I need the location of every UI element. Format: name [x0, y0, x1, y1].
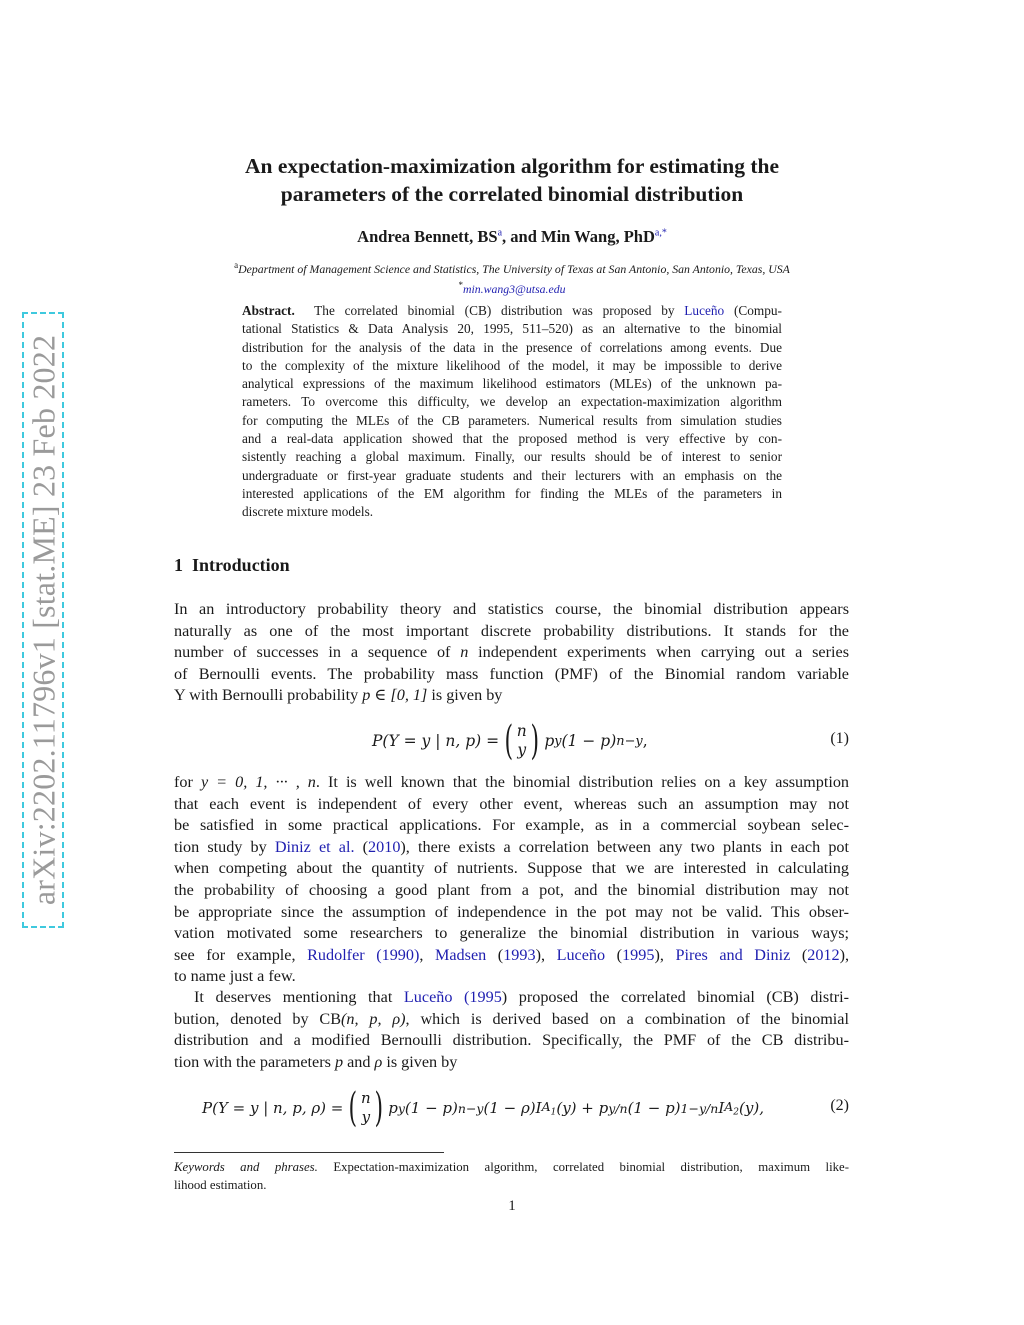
citation-pires-diniz-link[interactable]: Pires and Diniz: [675, 945, 791, 964]
equation-2: [174, 1083, 849, 1133]
author-2-affiliation-link[interactable]: a,*: [654, 227, 667, 239]
equation-1-number: (1): [830, 730, 849, 747]
text-span: see for example,: [174, 945, 308, 964]
eq2-term: (1 − ρ)I: [483, 1099, 542, 1117]
eq1-term: p: [544, 732, 555, 750]
text-line: In an introductory probability theory and statistics course, the binomial distribution appears: [174, 600, 849, 618]
eq1-term: (1 − p): [561, 732, 617, 750]
citation-year: 1995: [469, 988, 502, 1006]
author-1: Andrea Bennett, BS: [357, 227, 498, 246]
eq2-subsub: 2: [733, 1107, 740, 1118]
eq2-sub-letter: A: [724, 1098, 734, 1114]
title-line-1: An expectation-maximization algorithm for estimating the: [244, 154, 780, 178]
affiliation-text: Department of Management Science and Statistics, The University of Texas at San Antonio, San Antonio, Texas, USA: [238, 261, 790, 276]
text-span: , which is derived based on a combination of the binomial: [405, 1009, 849, 1028]
equation-1: [174, 716, 849, 766]
math-var: p: [334, 1052, 344, 1071]
eq2-term: (1 − p): [627, 1099, 681, 1117]
eq2-sup: 1−y/n: [680, 1100, 719, 1116]
citation-diniz-year-link[interactable]: 2010: [368, 837, 401, 856]
paragraph-3: [174, 987, 849, 1073]
binom-bottom: y: [517, 741, 527, 759]
text-line: [174, 1052, 849, 1074]
text-line: naturally as one of the most important discrete probability distributions. It stands for the: [174, 621, 849, 640]
math-inline: y = 0, 1, ··· , n: [200, 773, 316, 791]
citation-diniz-link[interactable]: Diniz et al.: [274, 837, 355, 856]
text-span: for: [174, 773, 201, 791]
text-line: [174, 772, 849, 794]
citation-madsen-year-link[interactable]: 1993: [503, 945, 536, 964]
citation-luceno-year-link[interactable]: 1995: [622, 945, 655, 964]
abstract-line: for computing the MLEs of the CB parameters. Numerical results from simulation studies: [242, 412, 782, 428]
math-var: ρ: [374, 1052, 383, 1071]
eq2-sub: [542, 1099, 557, 1118]
abstract-line: rameters. To overcome this difficulty, we develop an expectation-maximization algorithm: [242, 394, 782, 410]
eq2-sup: y: [397, 1100, 405, 1116]
text-span: ) proposed the correlated binomial (CB) distri-: [501, 988, 850, 1006]
section-heading-introduction: [174, 555, 290, 576]
page-number: 1: [508, 1198, 516, 1214]
affiliation-mark: a: [234, 260, 239, 270]
abstract-line: tational Statistics & Data Analysis 20, 1995, 511–520) as an alternative to the binomial: [242, 321, 782, 337]
eq2-term: I: [718, 1099, 725, 1117]
citation-luceno-link[interactable]: Luceño: [684, 303, 725, 318]
text-line: [174, 837, 849, 859]
text-span: tion study by: [174, 837, 275, 856]
section-number: 1: [174, 555, 183, 575]
eq1-end: ,: [642, 732, 648, 750]
text-span: number of successes in a sequence of: [174, 643, 461, 662]
author-1-affiliation-link[interactable]: a: [497, 227, 503, 239]
footnote-label: Keywords and phrases.: [174, 1160, 318, 1174]
paper-title: [0, 152, 1024, 208]
eq2-sub: [724, 1099, 739, 1118]
author-2: , and Min Wang, PhD: [502, 227, 655, 246]
binom-bottom: y: [361, 1108, 371, 1126]
text-line: [174, 685, 849, 707]
abstract-line: sistently reaching a global maximum. Finally, our results should be of interest to senior: [242, 449, 782, 465]
section-title: Introduction: [192, 555, 290, 575]
text-span: . It is well known that the binomial distribution relies on a key assumption: [315, 773, 850, 791]
eq2-sup: y/n: [608, 1100, 628, 1116]
footnote-line: lihood estimation.: [174, 1178, 267, 1192]
citation-year: 1990: [381, 945, 414, 964]
text-line: [174, 642, 849, 664]
text-line: see for example, Rudolfer (1990), Madsen (1993), Luceño (1995), Pires and Diniz (2012),: [174, 945, 850, 964]
citation-pires-diniz-year-link[interactable]: 2012: [807, 945, 840, 964]
text-span: Y with Bernoulli probability: [174, 686, 363, 705]
text-span: is given by: [427, 686, 503, 705]
text-span: ), there exists a correlation between any two plants in each pot: [400, 837, 850, 856]
text-line: that each event is independent of every other event, whereas such an assumption may not: [174, 794, 849, 813]
text-span: bution, denoted by CB: [174, 1009, 341, 1028]
text-span: independent experiments when carrying out a series: [468, 643, 849, 662]
abstract: [242, 302, 782, 522]
citation-rudolfer-link[interactable]: Rudolfer: [307, 945, 365, 964]
math-var: n: [460, 643, 469, 662]
eq2-sub-letter: A: [541, 1098, 551, 1114]
author-list: [0, 227, 1024, 247]
affiliation-block: [0, 257, 1024, 297]
citation-madsen-link[interactable]: Madsen: [434, 945, 487, 964]
footnote-text: Expectation-maximization algorithm, correlated binomial distribution, maximum like-: [317, 1160, 849, 1174]
eq1-sup: n−y: [616, 733, 643, 749]
text-span: (: [354, 837, 369, 856]
footnote-keywords: [174, 1158, 849, 1194]
abstract-line: undergraduate or first-year graduate students and their lecturers with an emphasis on the: [242, 467, 782, 483]
binomial-coefficient: ( n y ): [348, 1085, 383, 1131]
paragraph-2: [174, 772, 849, 988]
citation-luceno-year-link[interactable]: (1995: [464, 988, 502, 1006]
text-span: and: [343, 1052, 375, 1071]
equation-2-number: (2): [830, 1097, 849, 1114]
text-line: [174, 1009, 849, 1031]
email-link[interactable]: min.wang3@utsa.edu: [462, 281, 566, 296]
text-line: of Bernoulli events. The probability mass function (PMF) of the Binomial random variable: [174, 664, 849, 683]
email-mark: *: [458, 279, 463, 290]
text-line: [174, 987, 849, 1009]
binom-top: n: [516, 722, 527, 740]
abstract-line: interested applications of the EM algorithm for finding the MLEs of the parameters in: [242, 485, 782, 501]
arxiv-identifier: arXiv:2202.11796v1 [stat.ME] 23 Feb 2022: [25, 334, 62, 906]
abstract-text: (Compu-: [724, 303, 782, 318]
text-line: to name just a few.: [174, 967, 296, 986]
eq2-term: (y) + p: [556, 1099, 609, 1117]
abstract-label: Abstract.: [242, 303, 295, 318]
footnote-line: [174, 1158, 849, 1176]
abstract-line: analytical expressions of the maximum likelihood estimators (MLEs) of the unknown pa-: [242, 376, 782, 392]
text-span: tion with the parameters: [174, 1052, 335, 1071]
eq2-sup: n−y: [457, 1100, 484, 1116]
text-line: be satisfied in some practical applications. For example, as in a commercial soybean selec-: [174, 816, 849, 835]
abstract-line: discrete mixture models.: [242, 504, 374, 520]
equation-2-expression: [202, 1083, 764, 1133]
text-line: vation motivated some researchers to generalize the binomial distribution in various ways;: [174, 924, 849, 943]
eq1-sup: y: [554, 733, 562, 749]
title-line-2: parameters of the correlated binomial distribution: [280, 182, 744, 206]
eq2-term: p: [388, 1099, 398, 1117]
eq1-lhs: P(Y = y | n, p) =: [372, 732, 500, 750]
paragraph-1: [174, 599, 849, 707]
citation-luceno-link[interactable]: Luceño: [403, 988, 453, 1006]
eq2-subsub: 1: [550, 1107, 557, 1118]
text-span: is given by: [382, 1052, 458, 1071]
eq2-term: (1 − p): [404, 1099, 458, 1117]
text-line: be appropriate since the assumption of independence in the pot may not be valid. This obser-: [174, 902, 849, 921]
eq2-term: (y),: [739, 1099, 764, 1117]
text-span: It deserves mentioning that: [194, 988, 404, 1006]
citation-rudolfer-year-link[interactable]: (1990): [376, 945, 420, 964]
abstract-line: to the complexity of the mixture likelihood of the model, it may be impossible to derive: [242, 357, 782, 373]
binom-top: n: [360, 1089, 371, 1107]
abstract-line: and a real-data application showed that the proposed method is very effective by con-: [242, 431, 782, 447]
text-line: distribution and a modified Bernoulli distribution. Specifically, the PMF of the CB distribu-: [174, 1031, 849, 1050]
abstract-text: The correlated binomial (CB) distribution was proposed by: [314, 303, 685, 318]
abstract-line: distribution for the analysis of the data in the presence of correlations among events. Due: [242, 339, 782, 355]
citation-luceno-link[interactable]: Luceño: [556, 945, 606, 964]
text-line: when competing about the quantity of nutrients. Suppose that we are interested in calculating: [174, 859, 849, 878]
math-inline: (n, p, ρ): [341, 1009, 406, 1028]
eq2-lhs: P(Y = y | n, p, ρ) =: [202, 1099, 344, 1117]
footnote-rule: [174, 1152, 444, 1153]
math-inline: p ∈ [0, 1]: [362, 686, 428, 705]
binomial-coefficient: ( n y ): [504, 718, 539, 764]
equation-1-expression: [372, 716, 648, 766]
abstract-line: [242, 302, 782, 320]
text-line: the probability of choosing a good plant from a pot, and the binomial distribution may not: [174, 880, 849, 899]
